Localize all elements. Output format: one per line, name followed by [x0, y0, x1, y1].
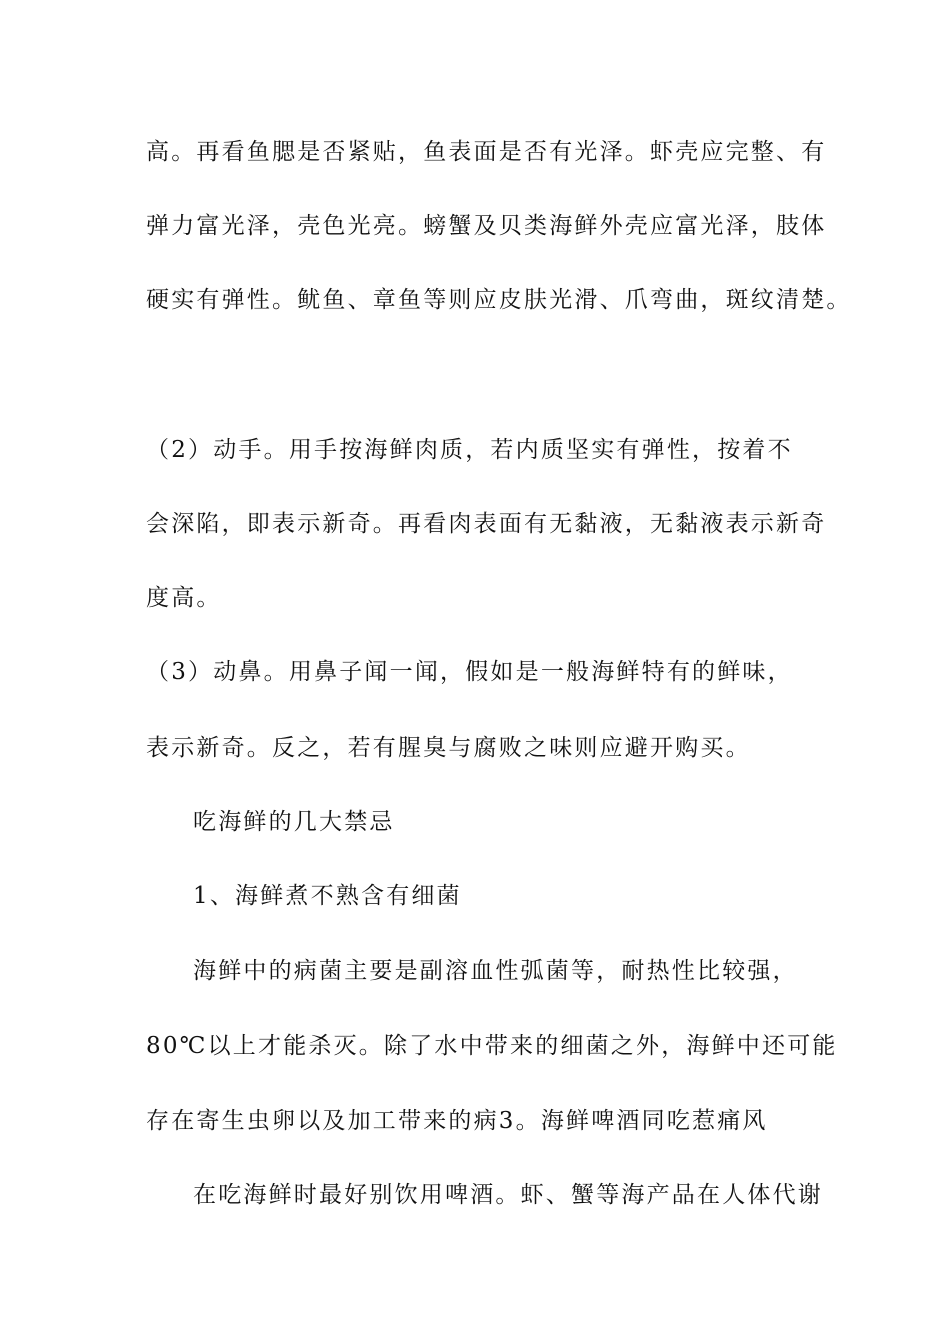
text-line-6: 度高。: [146, 585, 222, 611]
text-line-8: 表示新奇。反之，若有腥臭与腐败之味则应避开购买。: [146, 735, 751, 761]
text-line-14: 在吃海鲜时最好别饮用啤酒。虾、蟹等海产品在人体代谢: [193, 1182, 823, 1208]
text-line-1: 高。再看鱼腮是否紧贴，鱼表面是否有光泽。虾壳应完整、有: [146, 139, 827, 165]
text-line-2: 弹力富光泽，壳色光亮。螃蟹及贝类海鲜外壳应富光泽，肢体: [146, 213, 827, 239]
text-line-12: 80℃以上才能杀灭。除了水中带来的细菌之外，海鲜中还可能: [146, 1033, 838, 1059]
text-line-7: （3）动鼻。用鼻子闻一闻，假如是一般海鲜特有的鲜味，: [146, 659, 793, 685]
text-line-5: 会深陷，即表示新奇。再看肉表面有无黏液，无黏液表示新奇: [146, 511, 827, 537]
section-heading: 吃海鲜的几大禁忌: [193, 809, 395, 835]
text-line-3: 硬实有弹性。鱿鱼、章鱼等则应皮肤光滑、爪弯曲，斑纹清楚。: [146, 287, 852, 313]
subheading-1: 1、海鲜煮不熟含有细菌: [193, 883, 462, 909]
text-line-11: 海鲜中的病菌主要是副溶血性弧菌等，耐热性比较强，: [193, 958, 798, 984]
text-line-4: （2）动手。用手按海鲜肉质，若内质坚实有弹性，按着不: [146, 437, 793, 463]
text-line-13: 存在寄生虫卵以及加工带来的病3。海鲜啤酒同吃惹痛风: [146, 1108, 768, 1134]
